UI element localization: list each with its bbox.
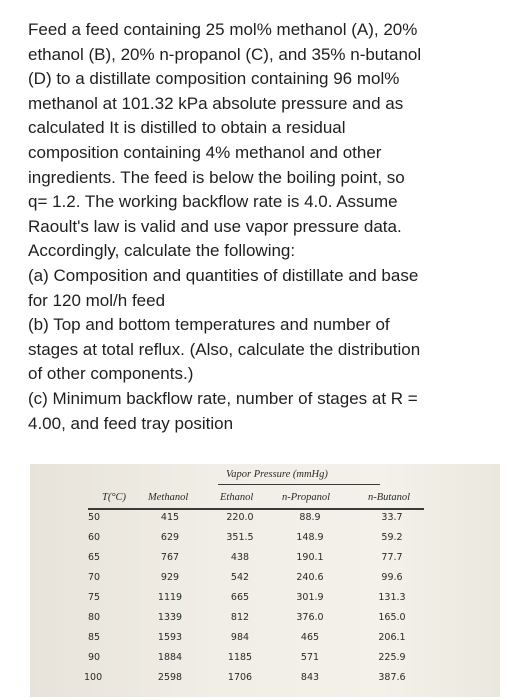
- cell-ethanol: 665: [230, 592, 250, 603]
- problem-line: composition containing 4% methanol and other: [28, 142, 382, 162]
- cell-ethanol: 220.0: [226, 512, 254, 523]
- problem-line: (c) Minimum backflow rate, number of stages at R =: [28, 388, 418, 408]
- problem-statement: [28, 18, 488, 436]
- cell-methanol: 415: [160, 512, 180, 523]
- cell-temperature: 70: [88, 572, 101, 583]
- cell-n-propanol: 301.9: [296, 592, 324, 603]
- vapor-pressure-table: [30, 464, 500, 697]
- cell-methanol: 767: [160, 552, 180, 563]
- table-row: [30, 652, 500, 672]
- problem-line: (D) to a distillate composition containing 96 mol%: [28, 69, 400, 89]
- cell-temperature: 100: [84, 672, 103, 683]
- cell-methanol: 1593: [157, 632, 183, 643]
- cell-ethanol: 542: [230, 572, 250, 583]
- cell-n-butanol: 165.0: [378, 612, 406, 623]
- cell-temperature: 60: [88, 532, 101, 543]
- problem-line: (a) Composition and quantities of distillate and base: [28, 265, 419, 285]
- cell-temperature: 50: [88, 512, 101, 523]
- cell-methanol: 1884: [157, 652, 183, 663]
- header-rule: [88, 508, 424, 510]
- cell-n-propanol: 376.0: [296, 612, 324, 623]
- problem-line: ethanol (B), 20% n-propanol (C), and 35% n-butanol: [28, 44, 422, 64]
- cell-temperature: 90: [88, 652, 101, 663]
- problem-line: Raoult's law is valid and use vapor pressure data.: [28, 216, 402, 236]
- problem-line: methanol at 101.32 kPa absolute pressure and as: [28, 93, 404, 113]
- cell-n-propanol: 843: [300, 672, 320, 683]
- problem-line: for 120 mol/h feed: [28, 290, 166, 310]
- table-row: [30, 532, 500, 552]
- cell-n-propanol: 88.9: [299, 512, 321, 523]
- cell-n-butanol: 206.1: [378, 632, 406, 643]
- problem-line: q= 1.2. The working backflow rate is 4.0. Assume: [28, 192, 398, 212]
- title-underline: [218, 484, 380, 485]
- cell-n-butanol: 99.6: [381, 572, 403, 583]
- cell-ethanol: 1185: [227, 652, 253, 663]
- cell-n-propanol: 240.6: [296, 572, 324, 583]
- cell-n-propanol: 190.1: [296, 552, 324, 563]
- table-title: Vapor Pressure (mmHg): [226, 469, 328, 480]
- problem-line: stages at total reflux. (Also, calculate the distribution: [28, 339, 421, 359]
- cell-methanol: 1119: [157, 592, 183, 603]
- cell-n-propanol: 465: [300, 632, 320, 643]
- cell-n-butanol: 59.2: [381, 532, 403, 543]
- problem-line: of other components.): [28, 364, 194, 384]
- table-row: [30, 632, 500, 652]
- problem-line: Accordingly, calculate the following:: [28, 241, 296, 261]
- cell-n-butanol: 77.7: [381, 552, 403, 563]
- cell-ethanol: 438: [230, 552, 250, 563]
- cell-ethanol: 812: [230, 612, 250, 623]
- cell-temperature: 75: [88, 592, 101, 603]
- problem-line: ingredients. The feed is below the boiling point, so: [28, 167, 405, 187]
- table-row: [30, 552, 500, 572]
- table-row: [30, 512, 500, 532]
- cell-n-butanol: 33.7: [381, 512, 403, 523]
- table-row: [30, 572, 500, 592]
- problem-line: Feed a feed containing 25 mol% methanol (A), 20%: [28, 20, 418, 39]
- cell-methanol: 1339: [157, 612, 183, 623]
- table-row: [30, 592, 500, 612]
- cell-ethanol: 984: [230, 632, 250, 643]
- header-n-propanol: n-Propanol: [282, 492, 331, 503]
- cell-methanol: 629: [160, 532, 180, 543]
- cell-temperature: 85: [88, 632, 101, 643]
- cell-ethanol: 351.5: [226, 532, 254, 543]
- cell-n-propanol: 571: [300, 652, 320, 663]
- cell-n-butanol: 131.3: [378, 592, 406, 603]
- cell-methanol: 2598: [157, 672, 183, 683]
- problem-line: (b) Top and bottom temperatures and number of: [28, 315, 390, 335]
- header-n-butanol: n-Butanol: [368, 492, 410, 503]
- cell-temperature: 80: [88, 612, 101, 623]
- header-ethanol: Ethanol: [220, 492, 254, 503]
- header-temperature: T(°C): [102, 492, 127, 503]
- table-row: [30, 672, 500, 692]
- cell-ethanol: 1706: [227, 672, 253, 683]
- header-methanol: Methanol: [148, 492, 189, 503]
- cell-temperature: 65: [88, 552, 101, 563]
- cell-n-butanol: 225.9: [378, 652, 406, 663]
- problem-line: calculated It is distilled to obtain a residual: [28, 118, 346, 138]
- cell-methanol: 929: [160, 572, 180, 583]
- cell-n-butanol: 387.6: [378, 672, 406, 683]
- table-row: [30, 612, 500, 632]
- problem-line: 4.00, and feed tray position: [28, 413, 234, 433]
- cell-n-propanol: 148.9: [296, 532, 324, 543]
